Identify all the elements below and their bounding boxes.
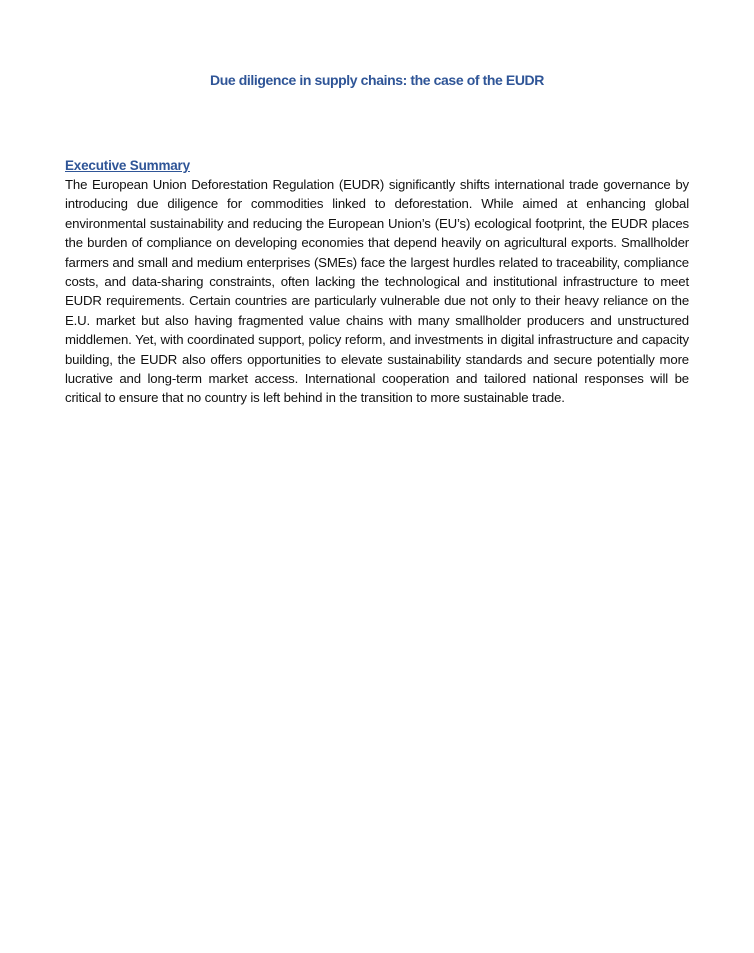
document-title: Due diligence in supply chains: the case of the EUDR: [210, 72, 544, 88]
section-heading: Executive Summary: [65, 158, 190, 173]
executive-summary-section: [65, 156, 689, 408]
section-body-paragraph: The European Union Deforestation Regulation (EUDR) significantly shifts international trade governance by introducing due diligence for commodities linked to deforestation. While aimed at enhancing global environmental sustainability and reducing the European Union’s (EU’s) ecological footprint, the EUDR places the burden of compliance on developing economies that depend heavily on agricultural exports. Smallholder farmers and small and medium enterprises (SMEs) face the largest hurdles related to traceability, compliance costs, and data-sharing constraints, often lacking the technological and institutional infrastructure to meet EUDR requirements. Certain countries are particularly vulnerable due not only to their heavy reliance on the E.U. market but also having fragmented value chains with many smallholder producers and unstructured middlemen. Yet, with coordinated support, policy reform, and investments in digital infrastructure and capacity building, the EUDR also offers opportunities to elevate sustainability standards and secure potentially more lucrative and long-term market access. International cooperation and tailored national responses will be critical to ensure that no country is left behind in the transition to more sustainable trade.: [65, 177, 689, 406]
